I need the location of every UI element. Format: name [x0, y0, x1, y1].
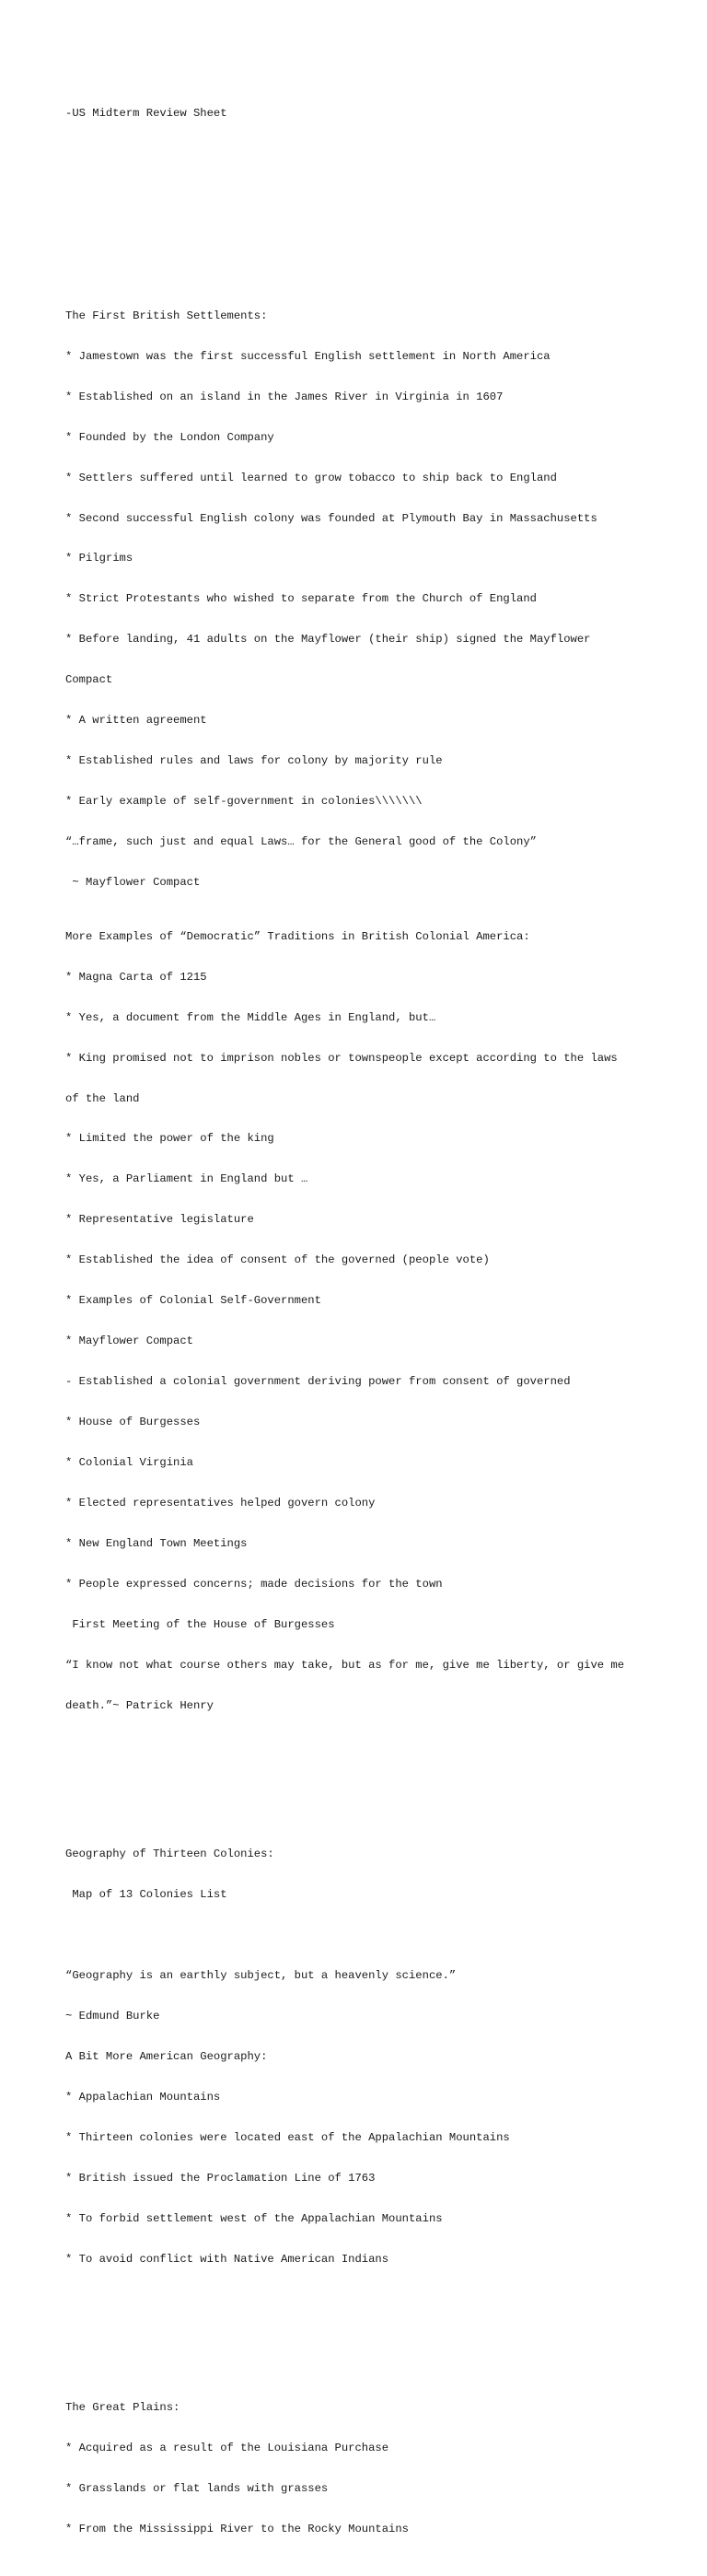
section4-line: * From the Mississippi River to the Rocky Mountains — [65, 2522, 409, 2535]
section1-line: * Established on an island in the James River in Virginia in 1607 — [65, 390, 504, 403]
section1-line: * Before landing, 41 adults on the Mayflower (their ship) signed the Mayflower — [65, 633, 591, 647]
section1-line: * Jamestown was the first successful English settlement in North America — [65, 349, 551, 363]
section2-line: * Limited the power of the king — [65, 1132, 274, 1146]
section2-line: * Yes, a Parliament in England but … — [65, 1172, 308, 1186]
section2-line: - Established a colonial government deriving power from consent of governed — [65, 1375, 571, 1389]
section2-line: of the land — [65, 1091, 140, 1105]
section3-line: * Appalachian Mountains — [65, 2090, 221, 2104]
section2-line: * Yes, a document from the Middle Ages in England, but… — [65, 1010, 436, 1024]
section2-line: * Colonial Virginia — [65, 1456, 193, 1470]
blank-line — [65, 228, 673, 242]
section3-line: * To avoid conflict with Native American Indians — [65, 2252, 389, 2266]
section2-line: * Mayflower Compact — [65, 1335, 193, 1348]
quote-line: “…frame, such just and equal Laws… for the General good of the Colony” — [65, 835, 537, 849]
blank-line — [65, 2347, 673, 2360]
section1-line: * Early example of self-government in colonies\\\\\\\ — [65, 795, 423, 809]
document-body — [65, 66, 673, 2576]
section1-line: * Second successful English colony was founded at Plymouth Bay in Massachusetts — [65, 511, 597, 525]
section3-line: * Thirteen colonies were located east of the Appalachian Mountains — [65, 2130, 510, 2144]
quote-attribution: ~ Edmund Burke — [65, 2009, 160, 2022]
blank-line — [65, 1753, 673, 1766]
section2-line: First Meeting of the House of Burgesses — [65, 1617, 335, 1631]
section2-line: * People expressed concerns; made decisions for the town — [65, 1577, 443, 1591]
quote-line: “I know not what course others may take, but as for me, give me liberty, or give me — [65, 1658, 625, 1672]
section-heading: The Great Plains: — [65, 2400, 180, 2414]
section2-line: * Magna Carta of 1215 — [65, 970, 207, 984]
quote-attribution: ~ Mayflower Compact — [65, 876, 201, 890]
section1-line: * Settlers suffered until learned to grow tobacco to ship back to England — [65, 471, 557, 484]
section2-line: * Established the idea of consent of the governed (people vote) — [65, 1253, 490, 1267]
section3-line: * British issued the Proclamation Line of 1763 — [65, 2171, 376, 2185]
blank-line — [65, 1793, 673, 1807]
section3-line: Map of 13 Colonies List — [65, 1887, 227, 1901]
section2-line: * Representative legislature — [65, 1213, 254, 1227]
section2-line: * New England Town Meetings — [65, 1536, 248, 1550]
section-heading: The First British Settlements: — [65, 309, 268, 322]
section3-line: * To forbid settlement west of the Appalachian Mountains — [65, 2211, 443, 2225]
section1-line: * Established rules and laws for colony by majority rule — [65, 754, 443, 768]
quote-line: “Geography is an earthly subject, but a heavenly science.” — [65, 1968, 457, 1982]
quote-attribution: death.”~ Patrick Henry — [65, 1698, 214, 1712]
section3-line: A Bit More American Geography: — [65, 2049, 268, 2063]
blank-line — [65, 2306, 673, 2320]
blank-line — [65, 269, 673, 283]
section1-line: * Pilgrims — [65, 552, 133, 565]
section1-line: Compact — [65, 673, 113, 687]
blank-line — [65, 188, 673, 202]
section2-line: * King promised not to imprison nobles or townspeople except according to the laws — [65, 1051, 618, 1065]
section1-line: * Founded by the London Company — [65, 430, 274, 444]
blank-line — [65, 147, 673, 161]
document-title: -US Midterm Review Sheet — [65, 106, 227, 120]
section4-line: * Grasslands or flat lands with grasses — [65, 2481, 329, 2495]
section2-line: * House of Burgesses — [65, 1416, 201, 1429]
section2-line: * Elected representatives helped govern colony — [65, 1497, 376, 1510]
section4-line: * Acquired as a result of the Louisiana Purchase — [65, 2441, 389, 2454]
section-heading: Geography of Thirteen Colonies: — [65, 1847, 274, 1860]
section2-line: * Examples of Colonial Self-Government — [65, 1294, 321, 1308]
section-heading: More Examples of “Democratic” Traditions in British Colonial America: — [65, 929, 530, 943]
section3-line — [65, 1929, 673, 1942]
section1-line: * Strict Protestants who wished to separate from the Church of England — [65, 592, 537, 606]
section1-line: * A written agreement — [65, 714, 207, 728]
